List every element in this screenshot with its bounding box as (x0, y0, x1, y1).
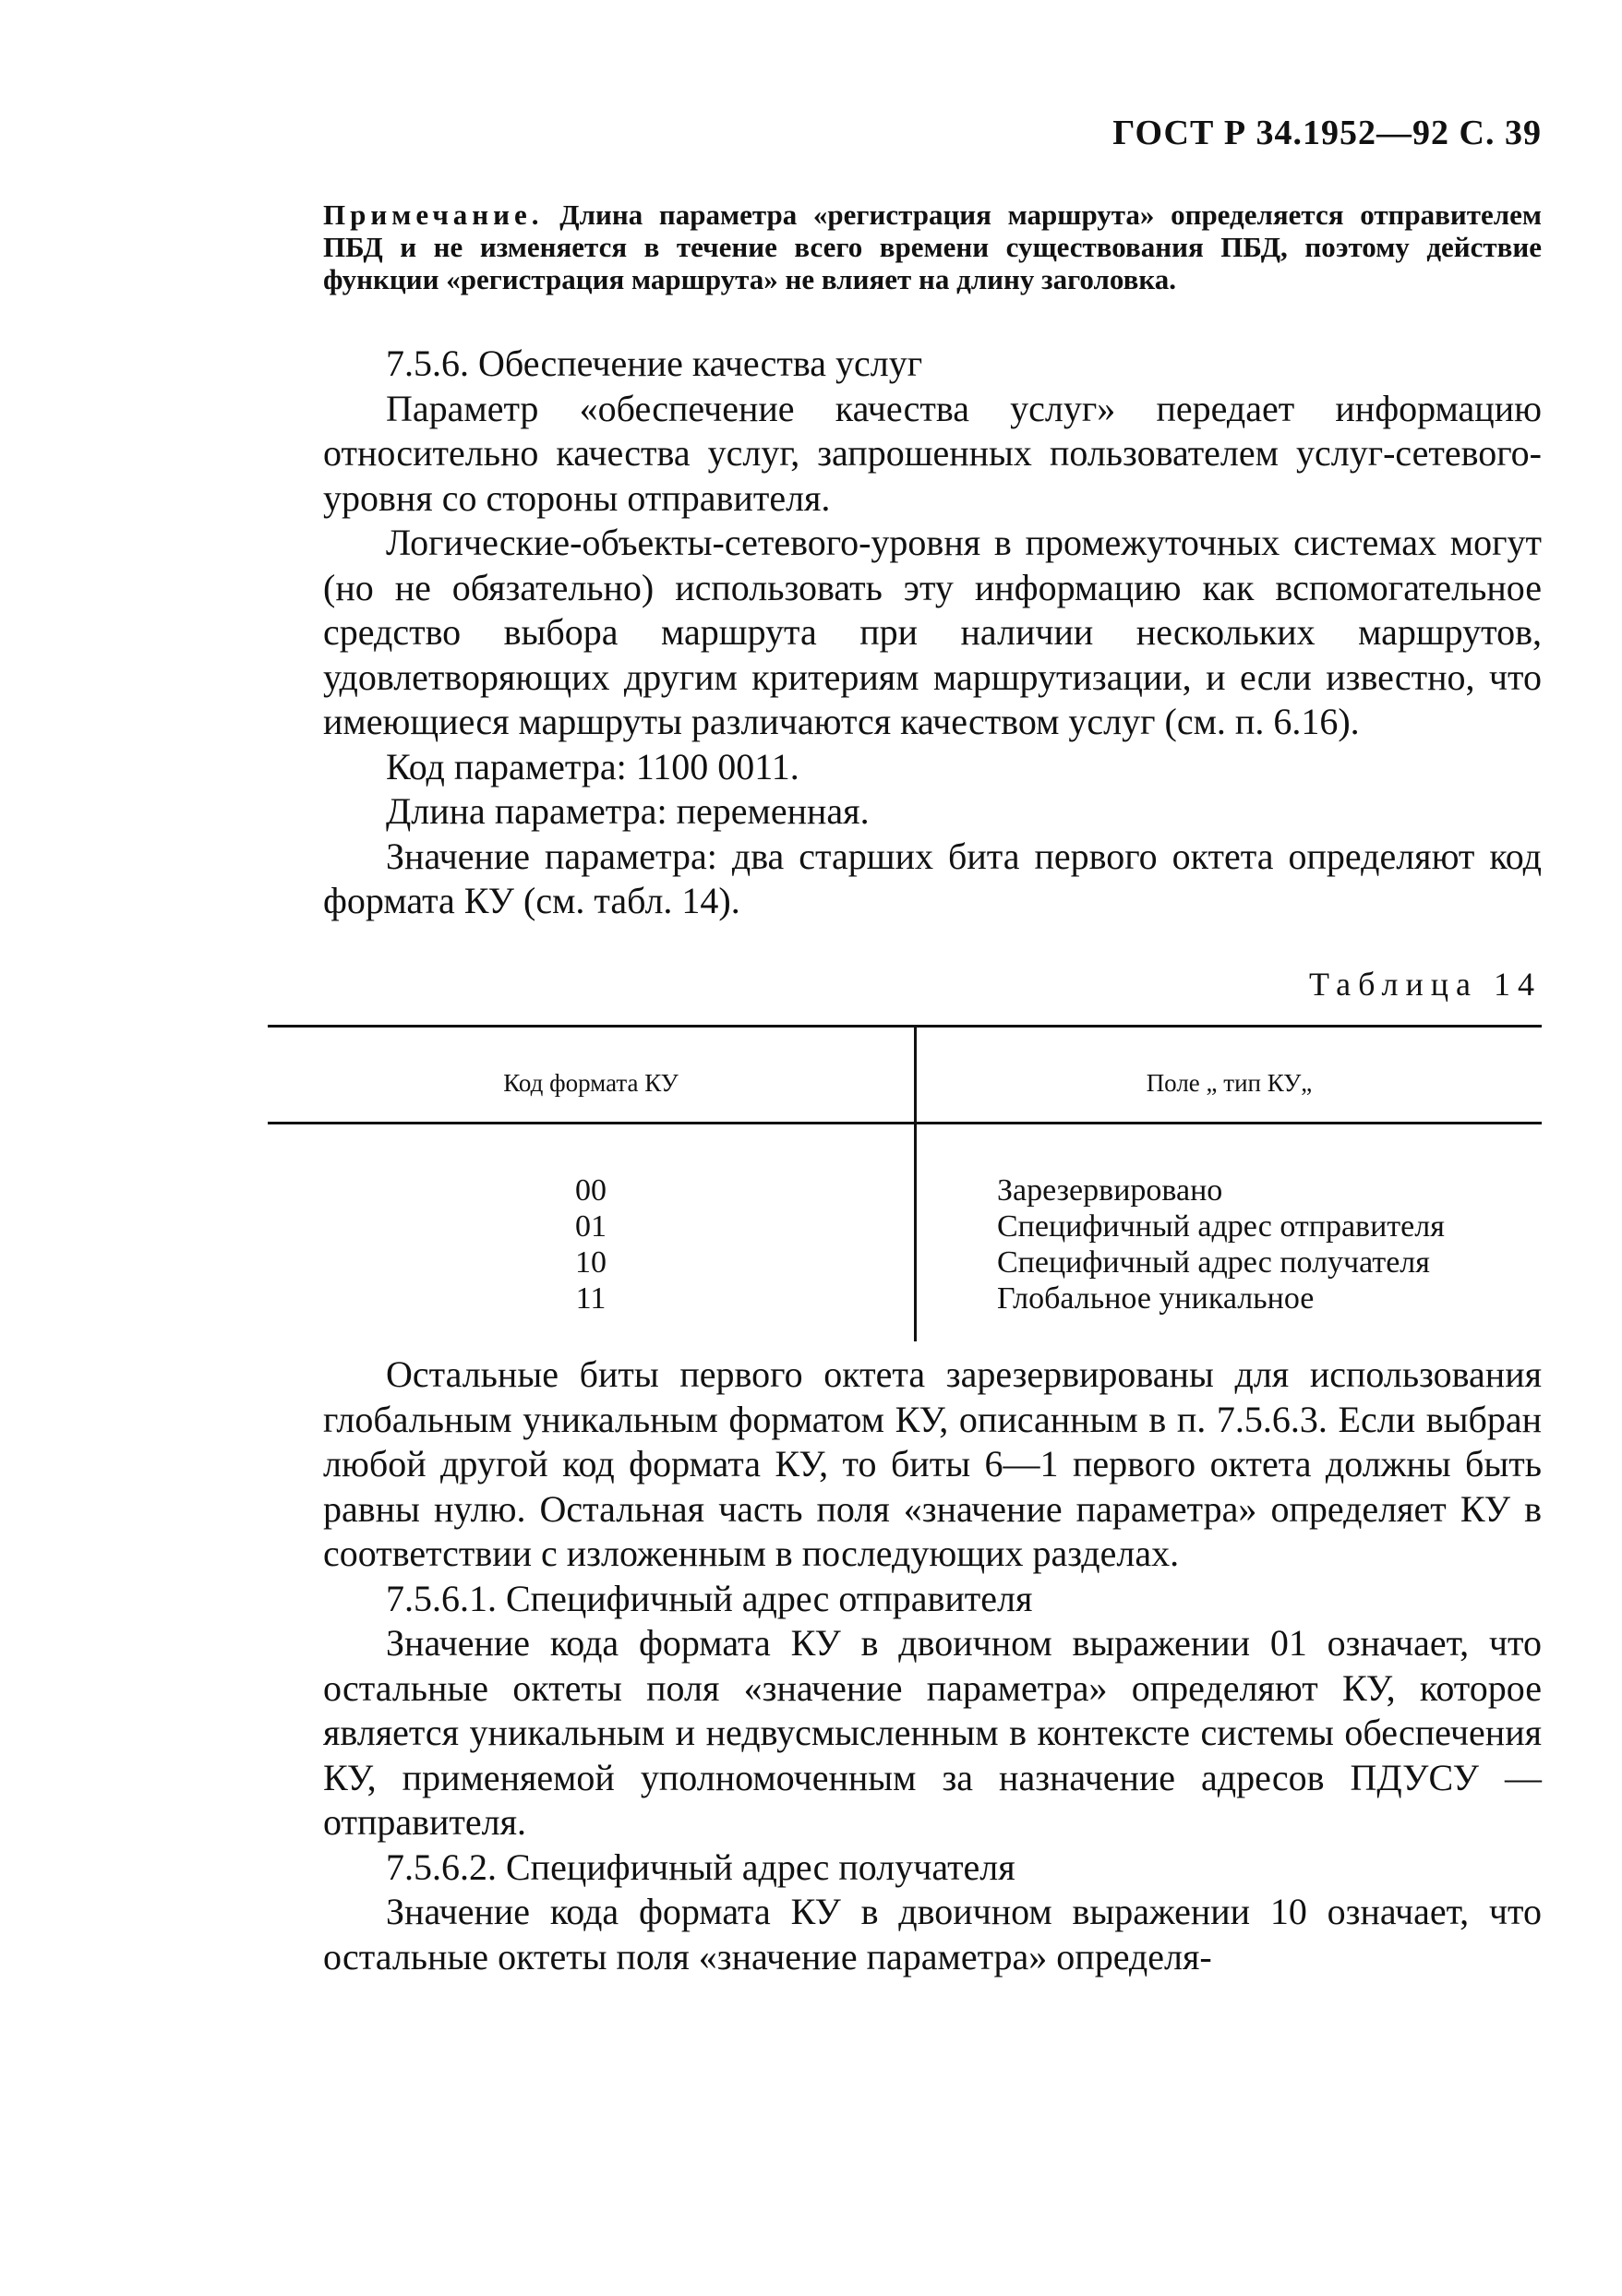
section-address-formats (323, 1352, 1542, 1979)
paragraph: Значение кода формата КУ в двоичном выражении 10 означает, что остальные октеты поля «значение параметра» определя- (323, 1891, 1542, 1977)
table-top-rule (268, 1025, 1542, 1028)
table-codes-column (268, 1172, 914, 1316)
table-cell-code: 01 (575, 1209, 607, 1244)
note-text: Длина параметра «регистрация маршрута» определяется отправителем ПБД и не изменяется в течение всего времени существования ПБД, поэтому действие функции «регистрация маршрута» не влияет на длину заголовка. (323, 198, 1543, 295)
document-page (268, 0, 1542, 2296)
table-header-rule (268, 1122, 1542, 1124)
section-quality-of-service (323, 342, 1542, 924)
table-column-divider (914, 1028, 917, 1341)
paragraph: Значение кода формата КУ в двоичном выражении 01 означает, что остальные октеты поля «значение параметра» определяют КУ, которое является уникальным и недвусмысленным в контексте системы обеспечения КУ, применяемой уполномоченным за назначение адресов ПДУСУ — отправителя. (323, 1622, 1542, 1843)
note-block (323, 198, 1542, 295)
parameter-code: Код параметра: 1100 0011. (386, 745, 799, 787)
table-cell-field: Специфичный адрес отправителя (997, 1209, 1445, 1244)
table-cell-code: 10 (575, 1245, 607, 1280)
paragraph: Остальные биты первого октета зарезервированы для использования глобальным уникальным форматом КУ, описанным в п. 7.5.6.3. Если выбран любой другой код формата КУ, то биты 6—1 первого октета должны быть равны нулю. Остальная часть поля «значение параметра» определяет КУ в соответствии с изложенным в последующих разделах. (323, 1353, 1542, 1574)
note-label: Примечание. (323, 198, 544, 231)
table-fields-column (997, 1172, 1445, 1316)
paragraph: Параметр «обеспечение качества услуг» передает информацию относительно качества услуг, запрошенных пользователем услуг-сетевого-уровня со стороны отправителя. (323, 387, 1542, 519)
subsection-heading: 7.5.6.1. Специфичный адрес отправителя (386, 1577, 1033, 1619)
table-cell-code: 00 (575, 1173, 607, 1208)
section-heading: 7.5.6. Обеспечение качества услуг (386, 343, 923, 384)
paragraph: Логические-объекты-сетевого-уровня в промежуточных системах могут (но не обязательно) использовать эту информацию как вспомогательное средство выбора маршрута при наличии нескольких маршрутов, удовлетворяющих другим критериям маршрутизации, и если известно, что имеющиеся маршруты различаются качеством услуг (см. п. 6.16). (323, 522, 1542, 742)
format-code-table (268, 1025, 1542, 1339)
table-cell-field: Зарезервировано (997, 1173, 1223, 1208)
table-caption: Таблица 14 (1309, 966, 1542, 1003)
parameter-value: Значение параметра: два старших бита первого октета определяют код формата КУ (см. табл. 14). (323, 835, 1542, 921)
parameter-length: Длина параметра: переменная. (386, 790, 870, 832)
table-cell-field: Глобальное уникальное (997, 1281, 1315, 1316)
table-header-code: Код формата КУ (503, 1069, 679, 1097)
table-cell-code: 11 (575, 1281, 607, 1316)
page-header: ГОСТ Р 34.1952—92 С. 39 (1112, 114, 1542, 152)
table-cell-field: Специфичный адрес получателя (997, 1245, 1430, 1280)
table-header-field: Поле „ тип КУ„ (1146, 1069, 1313, 1097)
subsection-heading: 7.5.6.2. Специфичный адрес получателя (386, 1845, 1015, 1888)
